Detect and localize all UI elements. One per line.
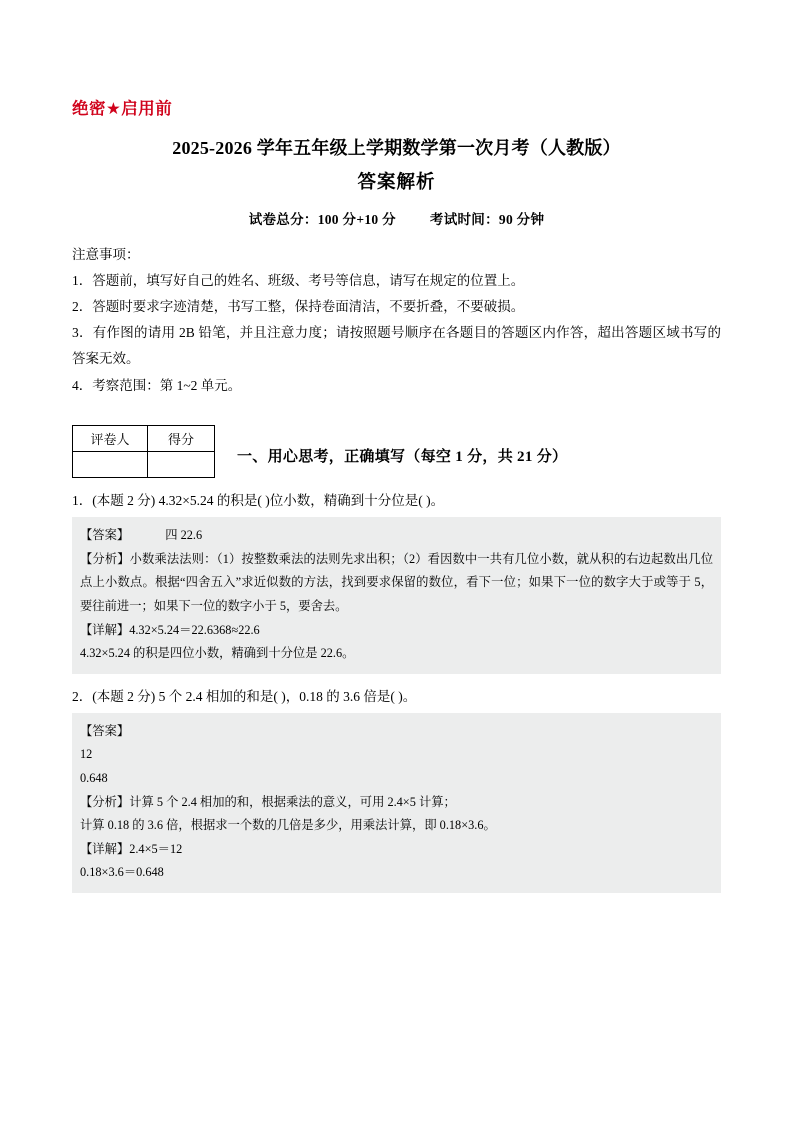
detail-tag: 【详解】 [80,841,130,856]
notice-heading: 注意事项： [72,246,140,262]
answer-line [80,524,713,548]
answer-tag: 【答案】 [80,528,130,543]
analysis-line [80,814,713,838]
answer-value: 12 [80,747,93,762]
score-table-header-score: 得分 [148,426,215,452]
notice-item: 3．有作图的请用 2B 铅笔，并且注意力度；请按照题号顺序在各题目的答题区内作答，超出答题区域书写的答案无效。 [72,325,721,367]
conclusion-line [80,642,713,666]
detail-line [80,838,713,862]
question-stem: 1．(本题 2 分) 4.32×5.24 的积是( )位小数，精确到十分位是( )。 [72,493,445,509]
score-table-cell-score [148,452,215,478]
detail-line [80,619,713,643]
analysis-tag: 【分析】 [80,551,130,566]
detail-line [80,861,713,885]
score-table-cell-grader [73,452,148,478]
score-table [72,425,215,478]
answer-value-line [80,767,713,791]
answer-explanation-block [72,517,721,674]
detail-text: 0.18×3.6＝0.648 [80,865,164,880]
conclusion-text: 4.32×5.24 的积是四位小数，精确到十分位是 22.6。 [80,646,355,661]
page-subtitle: 答案解析 [357,172,436,193]
detail-tag: 【详解】 [80,622,130,637]
detail-text: 4.32×5.24＝22.6368≈22.6 [129,622,260,637]
question-stem: 2．(本题 2 分) 5 个 2.4 相加的和是( )，0.18 的 3.6 倍是( )。 [72,688,417,704]
exam-total-score: 试卷总分：100 分+10 分 [248,211,396,227]
analysis-text: 小数乘法法则：（1）按整数乘法的法则先求出积；（2）看因数中一共有几位小数，就从积的右边起数出几位点上小数点。根据“四舍五入”求近似数的方法，找到要求保留的数位，看下一位；如果下一位的数字大于或等于 5，要往前进一；如果下一位的数字小于 5，要舍去。 [80,551,713,613]
answer-line [80,720,713,744]
exam-duration: 考试时间：90 分钟 [429,211,545,227]
notice-item: 1．答题前，填写好自己的姓名、班级、考号等信息，请写在规定的位置上。 [72,272,525,288]
answer-value: 0.648 [80,770,108,785]
page-title: 2025-2026 学年五年级上学期数学第一次月考（人教版） [172,138,621,158]
answer-value-line [80,743,713,767]
secret-label: 绝密★启用前 [72,99,173,118]
table-row [73,426,215,452]
analysis-tag: 【分析】 [80,794,130,809]
answer-text: 四 22.6 [165,528,203,543]
analysis-text: 计算 5 个 2.4 相加的和，根据乘法的意义，可用 2.4×5 计算； [129,794,456,809]
section-title: 一、用心思考，正确填写（每空 1 分，共 21 分） [237,449,568,466]
score-table-header-grader: 评卷人 [73,426,148,452]
exam-info-line [72,208,721,228]
analysis-line [80,791,713,815]
analysis-text: 计算 0.18 的 3.6 倍，根据求一个数的几倍是多少，用乘法计算，即 0.18×3.6。 [80,818,496,833]
analysis-line [80,548,713,619]
answer-tag: 【答案】 [80,723,130,738]
answer-explanation-block [72,713,721,893]
table-row [73,452,215,478]
detail-text: 2.4×5＝12 [129,841,183,856]
notice-item: 4．考察范围：第 1~2 单元。 [72,377,242,393]
notice-item: 2．答题时要求字迹清楚，书写工整，保持卷面清洁，不要折叠，不要破损。 [72,298,525,314]
section-header-row [72,425,721,478]
